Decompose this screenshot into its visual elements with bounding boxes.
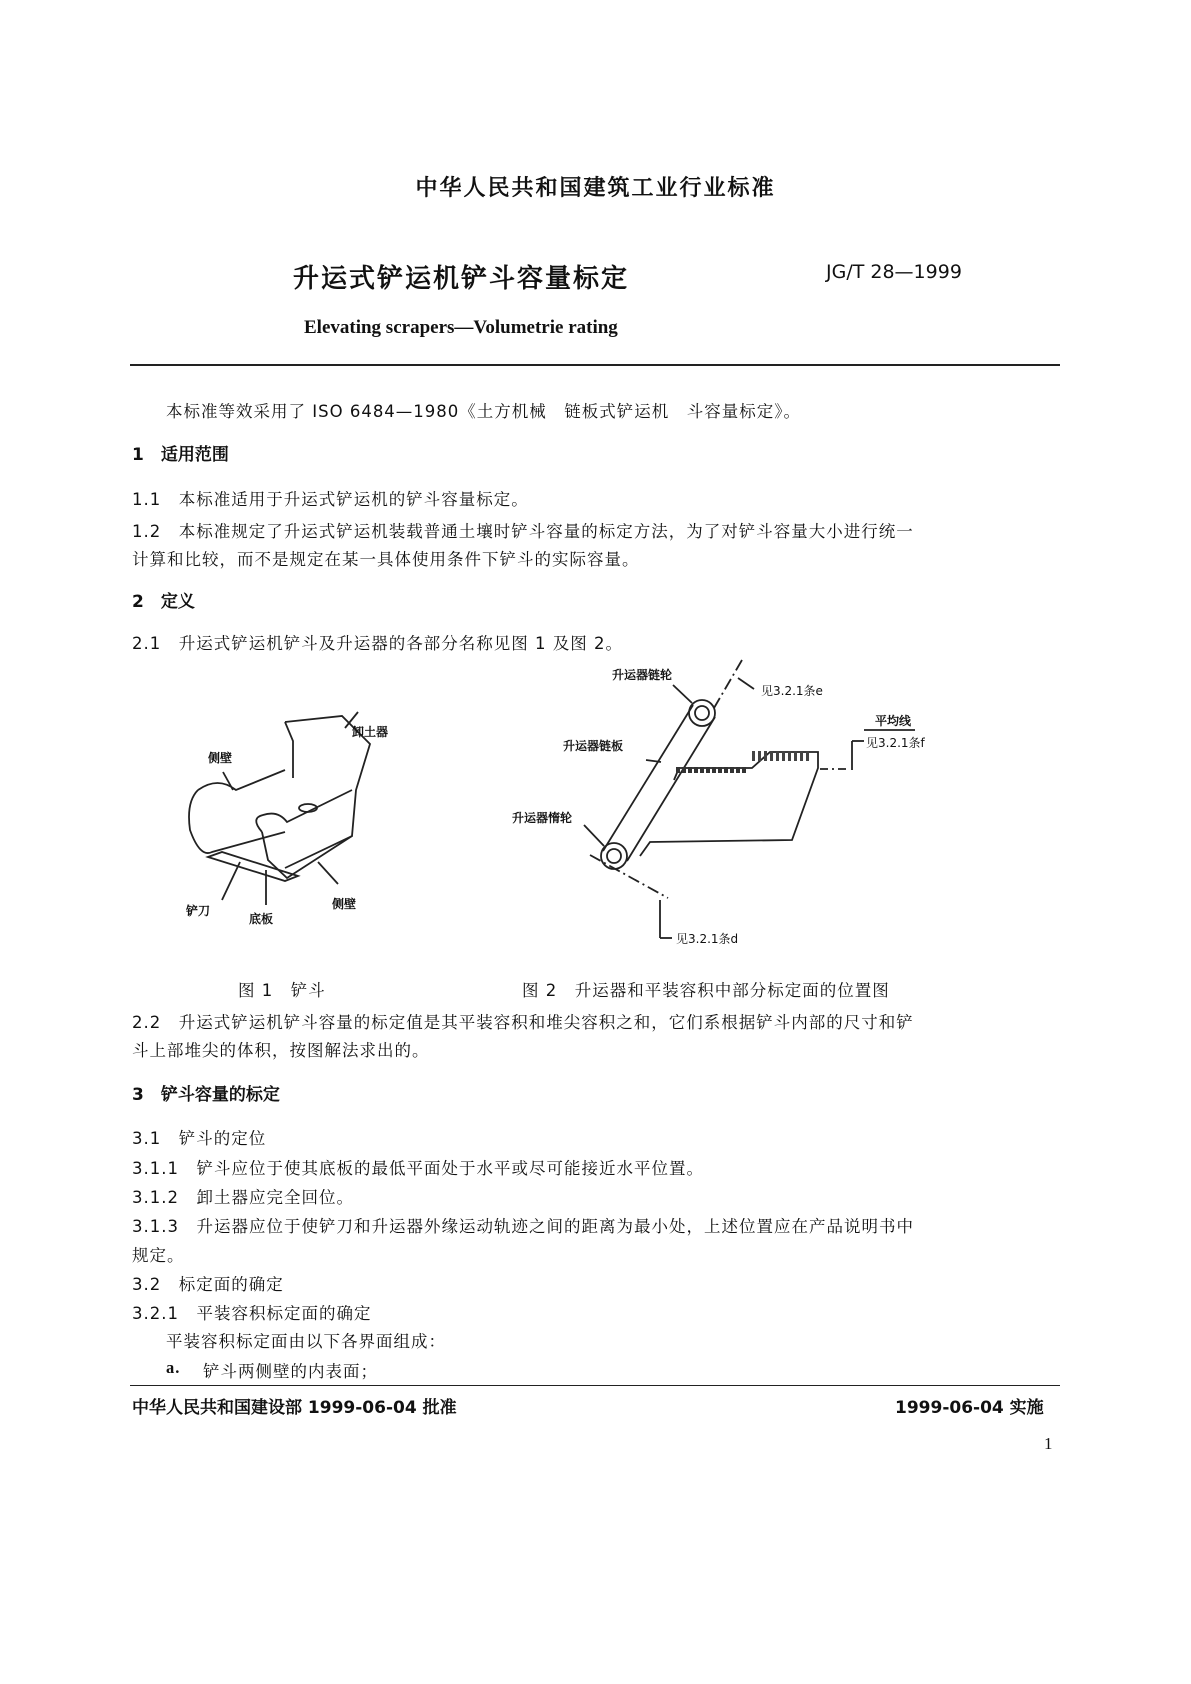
label-elevator-chain-plate: 升运器链板 — [563, 739, 624, 753]
clause-3-1-1: 3.1.1 铲斗应位于使其底板的最低平面处于水平或尽可能接近水平位置。 — [132, 1159, 704, 1178]
label-average-line: 平均线 — [875, 714, 912, 728]
approval-date: 中华人民共和国建设部 1999-06-04 批准 — [132, 1398, 457, 1418]
label-bottom-plate: 底板 — [249, 912, 274, 926]
clause-3-2: 3.2 标定面的确定 — [132, 1275, 284, 1294]
footer-rule — [130, 1385, 1060, 1386]
clause-1-1: 1.1 本标准适用于升运式铲运机的铲斗容量标定。 — [132, 490, 529, 509]
figure-1-caption: 图 1 铲斗 — [238, 981, 326, 1000]
clause-3-1-3-line2: 规定。 — [132, 1246, 185, 1265]
page-number: 1 — [1044, 1434, 1053, 1453]
intro-paragraph: 本标准等效采用了 ISO 6484—1980《土方机械 链板式铲运机 斗容量标定》。 — [166, 402, 802, 421]
label-ref-3-2-1-d: 见3.2.1条d — [676, 932, 739, 946]
clause-3-1-3-line1: 3.1.3 升运器应位于使铲刀和升运器外缘运动轨迹之间的距离为最小处，上述位置应在产品说明书中 — [132, 1217, 914, 1236]
clause-3-2-1: 3.2.1 平装容积标定面的确定 — [132, 1304, 372, 1323]
label-elevator-sprocket: 升运器链轮 — [612, 668, 673, 682]
implementation-date: 1999-06-04 实施 — [895, 1398, 1044, 1418]
label-side-wall-left: 侧壁 — [208, 751, 233, 765]
label-unloader: 卸土器 — [352, 725, 389, 739]
label-blade: 铲刀 — [186, 904, 211, 918]
item-a-text: 铲斗两侧壁的内表面； — [203, 1362, 378, 1381]
standard-number: JG/T 28—1999 — [826, 261, 962, 283]
clause-1-2-line1: 1.2 本标准规定了升运式铲运机装载普通土壤时铲斗容量的标定方法，为了对铲斗容量大小进行统一 — [132, 522, 914, 541]
clause-2-2-line2: 斗上部堆尖的体积，按图解法求出的。 — [132, 1041, 430, 1060]
figure-2-caption: 图 2 升运器和平装容积中部分标定面的位置图 — [522, 981, 890, 1000]
clause-2-2-line1: 2.2 升运式铲运机铲斗容量的标定值是其平装容积和堆尖容积之和，它们系根据铲斗内部的尺寸和铲 — [132, 1013, 914, 1032]
clause-2-1: 2.1 升运式铲运机铲斗及升运器的各部分名称见图 1 及图 2。 — [132, 634, 623, 653]
document-title: 升运式铲运机铲斗容量标定 — [293, 264, 630, 294]
section-1-heading: 1 适用范围 — [132, 445, 229, 465]
label-elevator-idler: 升运器惰轮 — [512, 811, 573, 825]
label-side-wall-right: 侧壁 — [332, 897, 357, 911]
clause-3-1-2: 3.1.2 卸土器应完全回位。 — [132, 1188, 354, 1207]
clause-3-1: 3.1 铲斗的定位 — [132, 1129, 267, 1148]
item-a-letter: a. — [166, 1358, 181, 1377]
label-ref-3-2-1-f: 见3.2.1条f — [866, 736, 925, 750]
issuing-body-header: 中华人民共和国建筑工业行业标准 — [415, 176, 776, 201]
label-ref-3-2-1-e: 见3.2.1条e — [761, 684, 823, 698]
section-2-heading: 2 定义 — [132, 592, 195, 612]
section-3-heading: 3 铲斗容量的标定 — [132, 1085, 280, 1105]
english-title: Elevating scrapers—Volumetrie rating — [304, 317, 618, 338]
clause-3-2-1-intro: 平装容积标定面由以下各界面组成： — [166, 1332, 446, 1351]
clause-1-2-line2: 计算和比较，而不是规定在某一具体使用条件下铲斗的实际容量。 — [132, 550, 640, 569]
